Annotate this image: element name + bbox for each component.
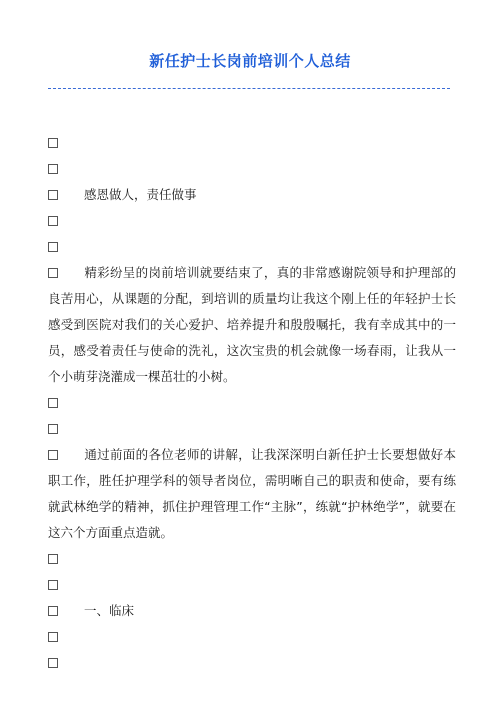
checkbox-glyph-icon: [48, 242, 58, 252]
empty-bullet-line: [48, 234, 456, 260]
paragraph-text: 精彩纷呈的岗前培训就要结束了，真的非常感谢院领导和护理部的良苦用心，从课题的分配，到培训的质量均让我这个刚上任的年轻护士长感受到医院对我们的关心爱护、培养提升和殷殷嘱托，我有幸成其中的一员，感受着责任与使命的洗礼，这次宝贵的机会就像一场春雨，让我从一个小萌芽浇灌成一棵茁壮的小树。: [48, 265, 456, 384]
checkbox-glyph-icon: [48, 580, 58, 590]
empty-bullet-line: [48, 572, 456, 598]
checkbox-glyph-icon: [48, 216, 58, 226]
section-heading: 感恩做人，责任做事: [84, 187, 197, 202]
heading-line: [48, 598, 456, 624]
section-heading: 一、临床: [84, 603, 135, 618]
empty-bullet-line: [48, 546, 456, 572]
checkbox-glyph-icon: [48, 658, 58, 668]
document-title: 新任护士长岗前培训个人总结: [149, 52, 351, 70]
paragraph-text: 通过前面的各位老师的讲解，让我深深明白新任护士长要想做好本职工作，胜任护理学科的领导者岗位，需明晰自己的职责和使命，要有练就武林绝学的精神，抓住护理管理工作“主脉”，练就“护林绝学”，就要在这六个方面重点造就。: [48, 447, 456, 540]
empty-bullet-line: [48, 624, 456, 650]
empty-bullet-line: [48, 130, 456, 156]
empty-bullet-line: [48, 156, 456, 182]
heading-line: [48, 182, 456, 208]
document-body: [48, 130, 456, 676]
checkbox-glyph-icon: [48, 424, 58, 434]
paragraph: [48, 442, 456, 546]
checkbox-glyph-icon: [48, 398, 58, 408]
checkbox-glyph-icon: [48, 268, 58, 278]
empty-bullet-line: [48, 208, 456, 234]
empty-bullet-line: [48, 390, 456, 416]
checkbox-glyph-icon: [48, 450, 58, 460]
checkbox-glyph-icon: [48, 632, 58, 642]
checkbox-glyph-icon: [48, 554, 58, 564]
checkbox-glyph-icon: [48, 190, 58, 200]
dashed-divider: [48, 88, 450, 89]
checkbox-glyph-icon: [48, 164, 58, 174]
checkbox-glyph-icon: [48, 138, 58, 148]
empty-bullet-line: [48, 650, 456, 676]
paragraph: [48, 260, 456, 390]
checkbox-glyph-icon: [48, 606, 58, 616]
empty-bullet-line: [48, 416, 456, 442]
